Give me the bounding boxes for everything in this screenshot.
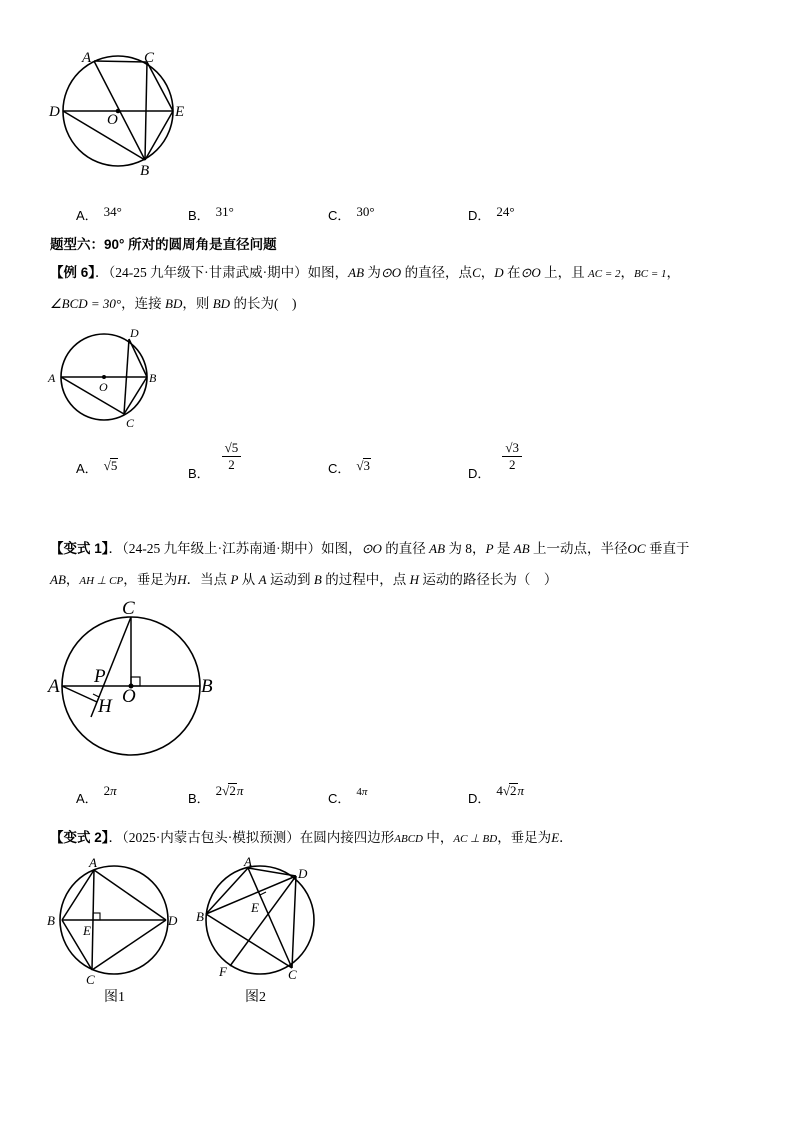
variant-1-line-1: 【变式 1】．（24-25 九年级上·江苏南通·期中）如图，⊙O 的直径 AB 为 8，P 是 AB 上一动点，半径OC 垂直于 <box>50 541 690 556</box>
variant-1-line-2: AB，AH ⊥ CP，垂足为H．当点 P 从 A 运动到 B 的过程中，点 H 运动的路径长为（ ） <box>50 572 558 587</box>
label-D: D <box>49 104 60 120</box>
label-B: B <box>201 676 213 697</box>
caption-fig1: 图1 <box>104 990 125 1005</box>
option-b[interactable]: B．2√2π <box>188 783 244 806</box>
label-D: D <box>130 326 139 340</box>
option-value: 30° <box>356 204 375 219</box>
label-A: A <box>89 855 97 870</box>
label-E: E <box>83 923 91 938</box>
label-E: E <box>251 900 259 915</box>
label-O: O <box>107 112 118 128</box>
option-b[interactable]: B． $\frac{√5}{2}$ <box>188 440 241 473</box>
right-angle-mark <box>93 913 100 920</box>
label-C: C <box>288 967 297 982</box>
label-D: D <box>168 913 178 928</box>
option-value: 24° <box>496 204 515 219</box>
option-value: 34° <box>103 204 122 219</box>
variant-2-line-1: 【变式 2】．（2025·内蒙古包头·模拟预测）在圆内接四边形ABCD 中，AC ⊥ BD，垂足为E． <box>50 830 573 845</box>
example-6-line-1: 【例 6】．（24-25 九年级下·甘肃武威·期中）如图，AB 为⊙O 的直径，点C，D 在⊙O 上，且 AC = 2，BC = 1， <box>50 265 680 280</box>
option-c[interactable] <box>328 205 375 225</box>
center-point <box>102 375 106 379</box>
label-A: A <box>244 854 252 869</box>
label-A: A <box>48 676 60 697</box>
label-C: C <box>122 598 135 619</box>
option-d[interactable]: D．4√2π <box>468 783 525 806</box>
option-c[interactable]: C． $^{4\pi}$ <box>328 786 368 806</box>
label-B: B <box>149 371 157 385</box>
option-d[interactable] <box>468 205 515 225</box>
label-H: H <box>98 696 112 717</box>
option-a[interactable] <box>76 205 122 225</box>
label-A: A <box>48 371 56 385</box>
label-C: C <box>126 416 135 430</box>
option-c[interactable]: C． √3 <box>328 458 371 476</box>
figure-variant-1 <box>45 596 220 766</box>
option-letter: D． <box>468 208 491 223</box>
label-P: P <box>94 666 106 687</box>
label-O: O <box>99 380 108 394</box>
label-F: F <box>219 964 227 979</box>
label-B: B <box>196 909 204 924</box>
label-B: B <box>47 913 55 928</box>
label-E: E <box>175 104 185 120</box>
label-B: B <box>140 163 150 179</box>
figure-variant-2-fig2 <box>194 852 329 1012</box>
option-letter: C． <box>328 208 351 223</box>
option-b[interactable] <box>188 205 234 225</box>
label-C: C <box>86 972 95 987</box>
example-tag: 【例 6】 <box>50 265 96 280</box>
caption-fig2: 图2 <box>245 990 266 1005</box>
circle <box>206 866 314 974</box>
option-d[interactable]: D． $\frac{√3}{2}$ <box>468 440 522 473</box>
figure-variant-2-fig1 <box>44 855 184 1010</box>
label-A: A <box>82 50 92 66</box>
option-a[interactable]: A． √5 <box>76 458 118 476</box>
label-C: C <box>144 50 155 66</box>
option-letter: A． <box>76 208 98 223</box>
figure-example-6 <box>44 322 169 432</box>
section-title: 题型六：90° 所对的圆周角是直径问题 <box>50 237 277 252</box>
label-D: D <box>298 866 308 881</box>
option-letter: B． <box>188 208 210 223</box>
example-6-line-2: ∠BCD = 30°，连接 BD，则 BD 的长为( ) <box>50 296 297 311</box>
option-a[interactable]: A．2π <box>76 783 117 806</box>
label-O: O <box>122 686 136 707</box>
option-value: 31° <box>215 204 234 219</box>
figure-prev-question <box>50 45 200 180</box>
